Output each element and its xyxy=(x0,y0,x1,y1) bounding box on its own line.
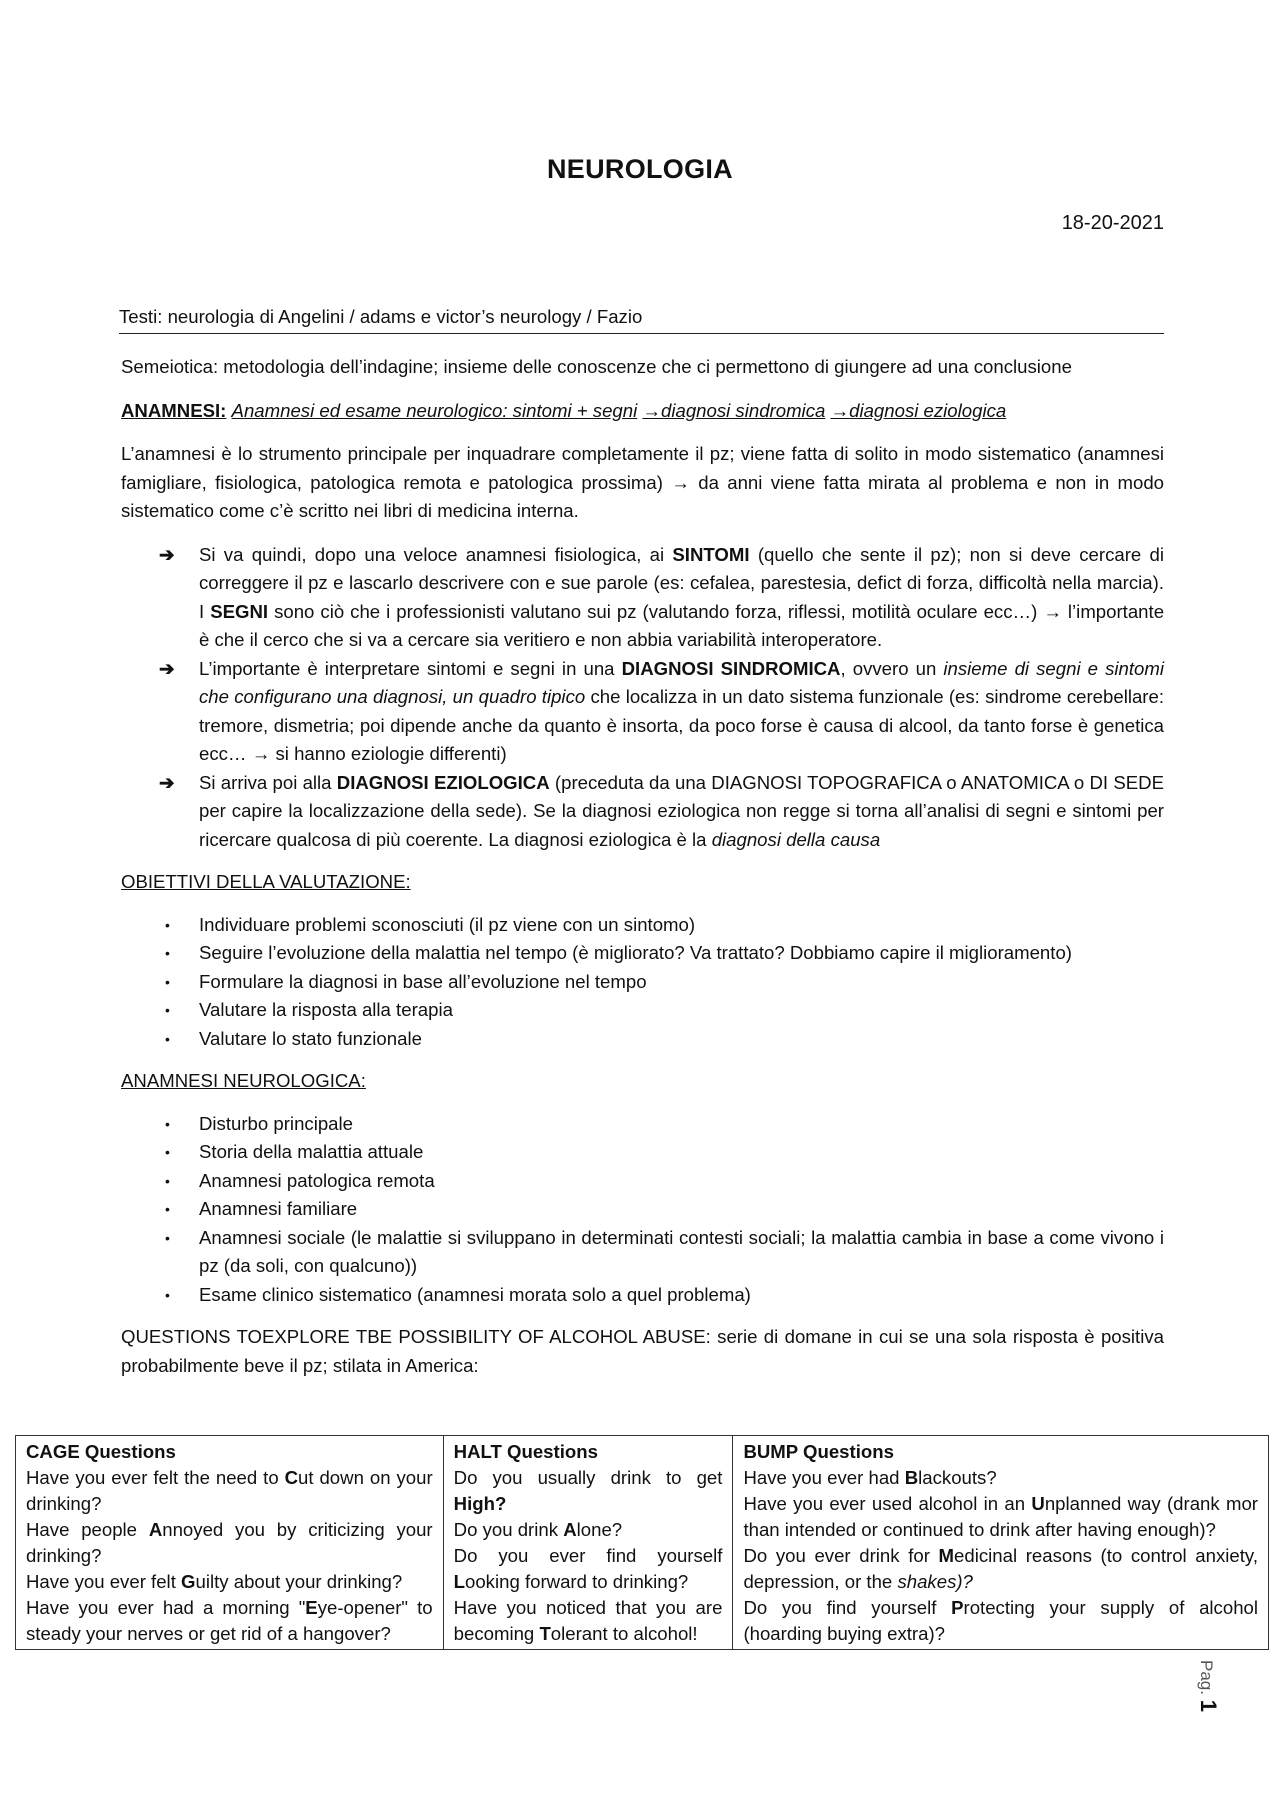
text-run: Have you ever had xyxy=(743,1467,905,1488)
arrow-icon: → xyxy=(671,471,690,493)
text-run: Si arriva poi alla xyxy=(199,771,332,793)
bullet-icon: • xyxy=(165,916,170,933)
anamnesi-part2: diagnosi sindromica xyxy=(661,399,826,421)
page-number-label xyxy=(1195,1660,1221,1712)
text-run: nnoyed you by criticizing your drinking? xyxy=(26,1519,433,1566)
bullet-icon: • xyxy=(165,1229,170,1246)
page-label: Pag. xyxy=(1197,1660,1216,1695)
anamnesi-part1: Anamnesi ed esame neurologico: sintomi + segni xyxy=(231,399,638,421)
obiettivi-heading: OBIETTIVI DELLA VALUTAZIONE: xyxy=(121,871,411,892)
bump-q4 xyxy=(743,1595,1258,1647)
list-item-text: Storia della malattia attuale xyxy=(199,1141,424,1162)
text-run: lone? xyxy=(576,1519,623,1540)
list-item xyxy=(121,939,1164,968)
text-run: Have you ever used alcohol in an xyxy=(743,1493,1032,1514)
text-run: rotecting your supply of alcohol (hoarding buying extra)? xyxy=(743,1597,1259,1644)
bullet-icon: • xyxy=(165,1172,170,1189)
text-run: Do you ever drink for xyxy=(743,1545,939,1566)
anamnesi-neuro-list xyxy=(121,1110,1164,1310)
list-item-text: Anamnesi familiare xyxy=(199,1198,358,1219)
initial-letter: E xyxy=(305,1597,318,1618)
text-run: Do you usually drink to get xyxy=(453,1467,723,1488)
initial-letter: L xyxy=(453,1571,465,1592)
text-run: l’importante è che il cerco che si va a cercare sia veritiero e non abbia variabilità interoperatore. xyxy=(199,600,1165,650)
halt-cell xyxy=(443,1436,733,1650)
text-run: olerant to alcohol! xyxy=(550,1623,698,1644)
arrow-bullet-icon: ➔ xyxy=(159,771,175,793)
bold-term: DIAGNOSI EZIOLOGICA xyxy=(336,771,550,793)
body-content xyxy=(121,353,1164,1380)
intro-paragraph xyxy=(121,440,1164,526)
page-number: 1 xyxy=(1196,1699,1221,1712)
text-run: si hanno eziologie differenti) xyxy=(275,743,507,764)
text-run: Have you ever felt the need to xyxy=(26,1467,285,1488)
initial-letter: P xyxy=(951,1597,964,1618)
text-run: lackouts? xyxy=(918,1467,997,1488)
initial-letter: U xyxy=(1031,1493,1045,1514)
bullet-icon: • xyxy=(165,1030,170,1047)
list-item-text: Valutare lo stato funzionale xyxy=(199,1027,422,1049)
arrow-icon: → xyxy=(830,399,850,421)
arrow-item-sintomi xyxy=(121,541,1164,655)
initial-letter: M xyxy=(938,1545,955,1566)
list-item xyxy=(121,1167,1164,1196)
list-item xyxy=(121,996,1164,1025)
arrow-icon: → xyxy=(642,399,661,421)
bump-q2 xyxy=(743,1491,1258,1543)
list-item-text: Seguire l’evoluzione della malattia nel tempo (è migliorato? Va trattato? Dobbiamo capire il miglioramento) xyxy=(199,942,1072,963)
list-item xyxy=(121,1025,1164,1054)
anamnesi-neuro-heading: ANAMNESI NEUROLOGICA: xyxy=(121,1070,366,1091)
text-run: , ovvero un xyxy=(840,657,937,679)
list-item xyxy=(121,968,1164,997)
list-item xyxy=(121,1281,1164,1310)
arrow-item-eziologica xyxy=(121,769,1164,855)
list-item xyxy=(121,911,1164,940)
halt-q4 xyxy=(454,1595,723,1647)
bullet-icon: • xyxy=(165,945,170,961)
text-run: L’importante è interpretare sintomi e segni in una xyxy=(199,657,615,679)
bump-q1 xyxy=(743,1465,1258,1491)
text-run: Have you ever had a morning " xyxy=(26,1597,306,1618)
text-run: Do you drink xyxy=(453,1519,564,1540)
anamnesi-heading xyxy=(121,397,1164,426)
texts-header: Testi: neurologia di Angelini / adams e victor’s neurology / Fazio xyxy=(119,306,1164,334)
anamnesi-part3: diagnosi eziologica xyxy=(849,399,1007,421)
initial-letter: High? xyxy=(453,1493,507,1514)
arrow-list xyxy=(121,541,1164,855)
table-row xyxy=(16,1436,1269,1650)
list-item-text: Esame clinico sistematico (anamnesi morata solo a quel problema) xyxy=(199,1283,751,1305)
text-run: (quello che sente il pz); non si deve cercare di correggere il pz e lascarlo descrivere con e sue parole (es: cefalea, parestesia, defict di forza, difficoltà nella marcia). I xyxy=(199,543,1164,622)
list-item xyxy=(121,1138,1164,1167)
italic-term: shakes)? xyxy=(897,1571,973,1592)
bump-title: BUMP Questions xyxy=(743,1441,894,1462)
list-item-text: Anamnesi sociale (le malattie si sviluppano in determinati contesti sociali; la malattia cambia in base a come vivono i pz (da soli, con qualcuno)) xyxy=(199,1226,1164,1276)
initial-letter: T xyxy=(539,1623,551,1644)
cage-q3 xyxy=(26,1569,433,1595)
obiettivi-list xyxy=(121,911,1164,1054)
text-run: uilty about your drinking? xyxy=(195,1571,403,1592)
list-item-text: Disturbo principale xyxy=(199,1112,353,1134)
cage-q2 xyxy=(26,1517,433,1569)
arrow-bullet-icon: ➔ xyxy=(159,543,175,565)
list-item-text: Individuare problemi sconosciuti (il pz viene con un sintomo) xyxy=(199,913,696,935)
initial-letter: B xyxy=(904,1467,919,1488)
list-item-text: Anamnesi patologica remota xyxy=(199,1169,435,1191)
anamnesi-label: ANAMNESI: xyxy=(121,399,227,421)
italic-term: insieme di segni e sintomi che configurano una diagnosi, un quadro tipico xyxy=(199,657,1164,707)
bold-term: SEGNI xyxy=(210,600,269,622)
bump-cell xyxy=(733,1436,1269,1650)
initial-letter: A xyxy=(148,1519,163,1540)
initial-letter: A xyxy=(563,1519,577,1540)
halt-q1 xyxy=(454,1465,723,1517)
arrow-icon: → xyxy=(1043,600,1062,622)
text-run: ut down on your drinking? xyxy=(26,1467,433,1514)
semeiotica-paragraph: Semeiotica: metodologia dell’indagine; insieme delle conoscenze che ci permettono di giungere ad una conclusione xyxy=(121,356,1072,377)
list-item xyxy=(121,1195,1164,1224)
cage-title: CAGE Questions xyxy=(26,1441,176,1462)
list-item-text: Valutare la risposta alla terapia xyxy=(199,999,453,1020)
text-run: nplanned way (drank mor than intended or continued to drink after having enough)? xyxy=(743,1493,1258,1540)
intro-part1: L’anamnesi è lo strumento principale per inquadrare completamente il pz; viene fatta di solito in modo sistematico (anamnesi famigliare, fisiologica, patologica remota e patologica prossima) xyxy=(121,443,1164,493)
questions-intro: QUESTIONS TOEXPLORE TBE POSSIBILITY OF ALCOHOL ABUSE: serie di domane in cui se una sola risposta è positiva probabilmente beve il pz; stilata in America: xyxy=(121,1326,1164,1376)
bullet-icon: • xyxy=(165,1286,170,1303)
page-title: NEUROLOGIA xyxy=(546,154,733,184)
document-date: 18-20-2021 xyxy=(1061,212,1164,234)
cage-q1 xyxy=(26,1465,433,1517)
list-item xyxy=(121,1110,1164,1139)
bullet-icon: • xyxy=(165,1002,170,1018)
text-run: Have you noticed that you are becoming xyxy=(453,1597,723,1644)
initial-letter: G xyxy=(181,1571,196,1592)
cage-cell xyxy=(16,1436,444,1650)
initial-letter: C xyxy=(284,1467,299,1488)
text-run: (preceduta da una DIAGNOSI TOPOGRAFICA o ANATOMICA o DI SEDE per capire la localizzazione della sede). Se la diagnosi eziologica non regge si torna all’analisi di segni e sintomi per ricercare qualcosa di più coerente. La diagnosi eziologica è la xyxy=(199,771,1164,850)
bullet-icon: • xyxy=(165,1144,170,1160)
halt-q3 xyxy=(454,1543,723,1595)
text-run: sono ciò che i professionisti valutano sui pz (valutando forza, riflessi, motilità oculare ecc…) xyxy=(274,600,1038,622)
arrow-icon: → xyxy=(251,743,271,764)
bullet-icon: • xyxy=(165,1201,170,1217)
bump-q3 xyxy=(743,1543,1258,1595)
intro-part2: da anni viene fatta mirata al problema e non in modo sistematico come c’è scritto nei libri di medicina interna. xyxy=(121,471,1165,521)
halt-q2 xyxy=(454,1517,723,1543)
cage-q4 xyxy=(26,1595,433,1647)
text-run: Si va quindi, dopo una veloce anamnesi fisiologica, ai xyxy=(199,543,665,565)
halt-title: HALT Questions xyxy=(453,1441,598,1462)
list-item-text: Formulare la diagnosi in base all’evoluzione nel tempo xyxy=(199,970,647,992)
text-run: Do you ever find yourself xyxy=(453,1545,723,1566)
text-run: Have you ever felt xyxy=(26,1571,182,1592)
text-run: che localizza in un dato sistema funzionale (es: sindrome cerebellare: tremore, dismetria; poi dipende anche da quanto è insorta, da poco forse è causa di alcool, da tanto forse è genetica ecc… xyxy=(199,686,1165,764)
text-run: Have people xyxy=(26,1519,149,1540)
text-run: ye-opener" to steady your nerves or get rid of a hangover? xyxy=(26,1597,433,1644)
arrow-item-sindromica xyxy=(121,655,1164,769)
text-run: Do you find yourself xyxy=(743,1597,952,1618)
text-run: edicinal reasons (to control anxiety, depression, or the xyxy=(743,1545,1259,1592)
bold-term: SINTOMI xyxy=(672,543,750,565)
italic-term: diagnosi della causa xyxy=(711,828,881,850)
arrow-bullet-icon: ➔ xyxy=(159,657,175,679)
alcohol-questions-table xyxy=(15,1435,1269,1650)
text-run: ooking forward to drinking? xyxy=(465,1571,689,1592)
bullet-icon: • xyxy=(165,973,170,990)
bullet-icon: • xyxy=(165,1115,170,1132)
list-item xyxy=(121,1224,1164,1281)
bold-term: DIAGNOSI SINDROMICA xyxy=(621,657,841,679)
